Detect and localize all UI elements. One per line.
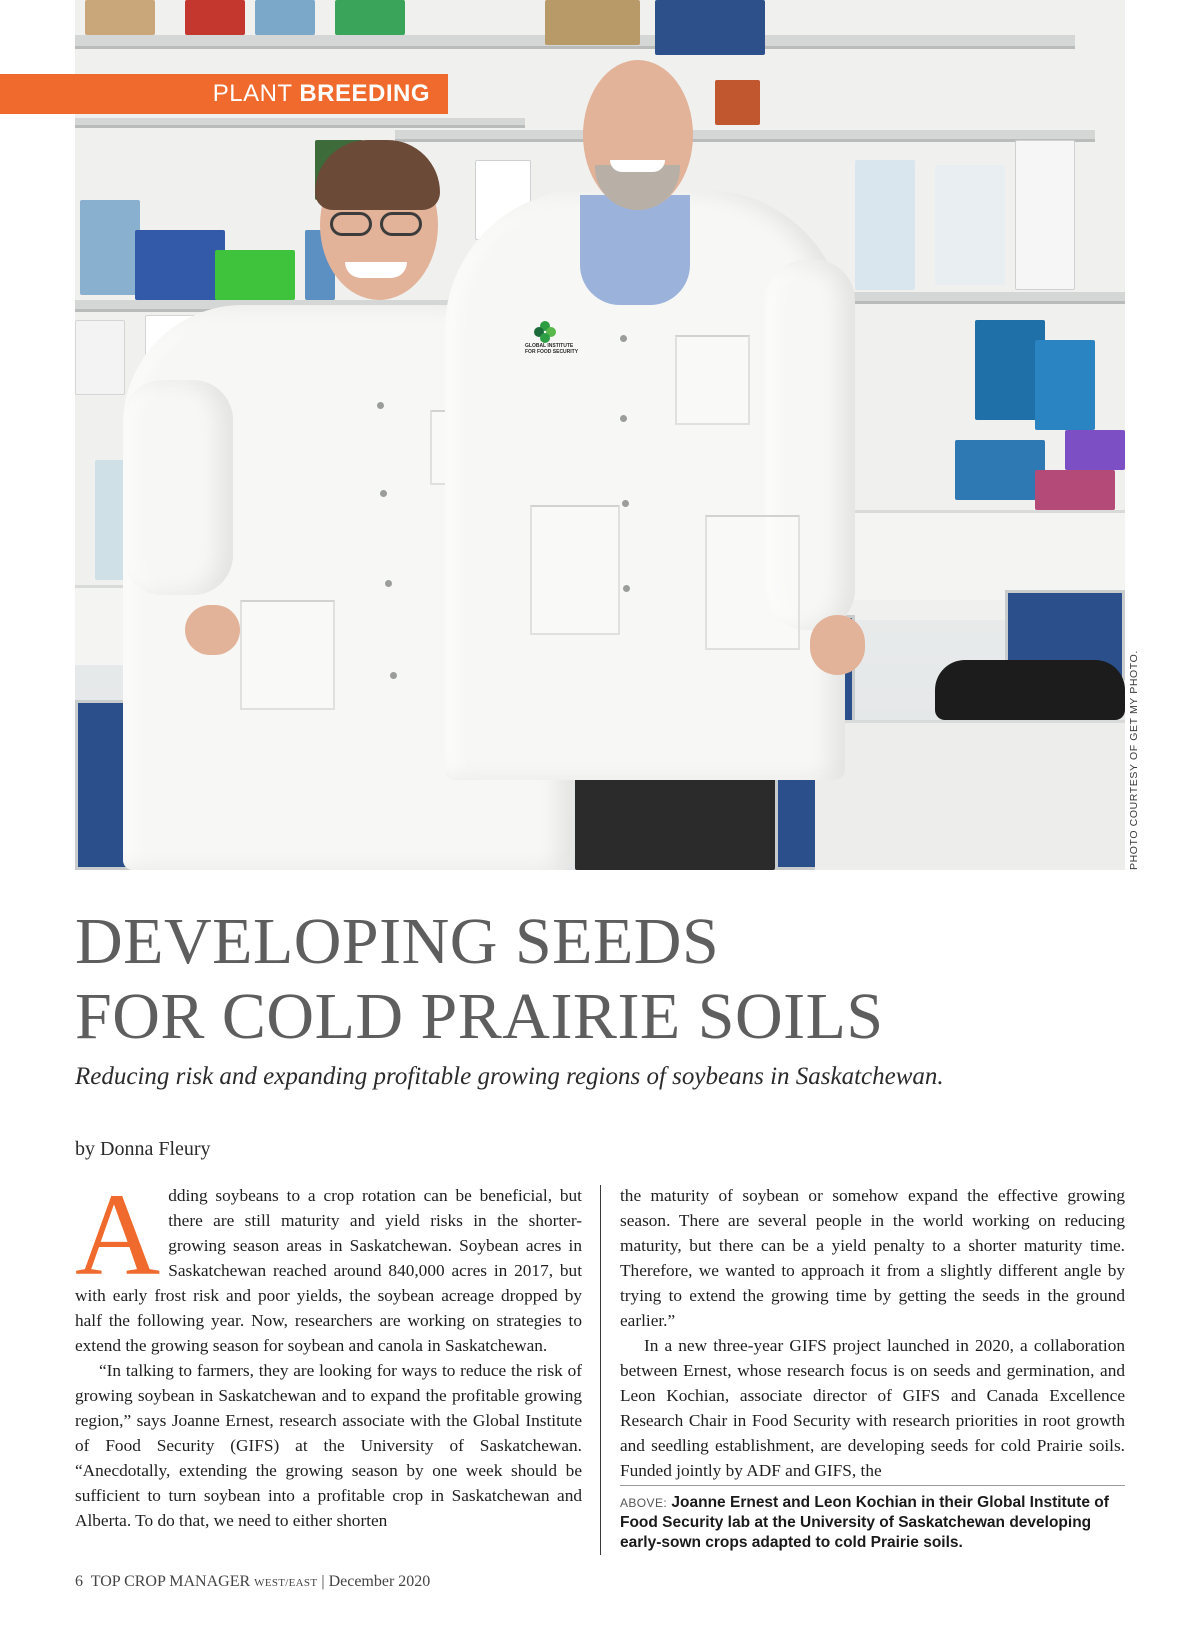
article-byline: by Donna Fleury bbox=[75, 1138, 211, 1160]
section-tag bbox=[0, 74, 448, 114]
lead-photo bbox=[75, 0, 1125, 870]
magazine-edition: WEST/EAST bbox=[254, 1577, 318, 1589]
headline-line-1: DEVELOPING SEEDS bbox=[75, 905, 720, 978]
gifs-logo-icon bbox=[525, 318, 595, 358]
body-column-left bbox=[75, 1169, 582, 1533]
blue-shirt bbox=[580, 195, 690, 305]
article-deck: Reducing risk and expanding profitable growing regions of soybeans in Saskatchewan. bbox=[75, 1063, 944, 1090]
paragraph-1-text: dding soybeans to a crop rotation can be beneficial, but there are still maturity and yield risks in the shorter-growing season areas in Saskatchewan. Soybean acres in Saskatchewan reached around 840,000 acres in 2017, but with early frost risk and poor yields, the soybean acreage dropped by half the following year. Now, researchers are working on strategies to extend the growing season for soybean and canola in Saskatchewan. bbox=[75, 1186, 582, 1355]
body-column-right bbox=[620, 1183, 1125, 1483]
footer-separator: | bbox=[321, 1573, 325, 1590]
woman-hand bbox=[185, 605, 240, 655]
caption-label: ABOVE: bbox=[620, 1496, 668, 1510]
photo-credit: PHOTO COURTESY OF GET MY PHOTO. bbox=[1128, 650, 1140, 870]
column-divider bbox=[600, 1185, 601, 1555]
issue-date: December 2020 bbox=[328, 1573, 431, 1590]
coat-logo-line1: GLOBAL INSTITUTE bbox=[525, 343, 574, 349]
glasses-icon bbox=[330, 212, 372, 236]
shelf-left bbox=[75, 118, 525, 128]
paragraph-2: “In talking to farmers, they are looking for ways to reduce the risk of growing soybean in Saskatchewan and to expand the profitable growing region,” says Joanne Ernest, research associate with the Global Institute of Food Security (GIFS) at the University of Saskatchewan. “Anecdotally, extending the growing season by one week should be sufficient to turn soybean into a profitable crop in Saskatchewan and Alberta. To do that, we need to either shorten bbox=[75, 1361, 582, 1530]
section-tag-bold: BREEDING bbox=[299, 80, 430, 107]
caption-text: Joanne Ernest and Leon Kochian in their Global Institute of Food Security lab at the University of Saskatchewan developing early-sown crops adapted to cold Prairie soils. bbox=[620, 1494, 1109, 1551]
drop-cap: A bbox=[75, 1169, 161, 1300]
headline-line-2: FOR COLD PRAIRIE SOILS bbox=[75, 980, 884, 1053]
page-footer bbox=[75, 1573, 430, 1591]
magazine-name: TOP CROP MANAGER bbox=[90, 1573, 251, 1590]
lab-stool bbox=[935, 660, 1125, 720]
caption-divider bbox=[620, 1485, 1125, 1486]
paragraph-4: In a new three-year GIFS project launched in 2020, a collaboration between Ernest, whose research focus is on seeds and germination, and Leon Kochian, associate director of GIFS and Canada Excellence Research Chair in Food Security with research priorities in root growth and seedling establishment, are developing seeds for cold Prairie soils. Funded jointly by ADF and GIFS, the bbox=[620, 1336, 1125, 1480]
paragraph-1 bbox=[75, 1169, 582, 1358]
page-number: 6 bbox=[75, 1573, 83, 1590]
coat-logo-line2: FOR FOOD SECURITY bbox=[525, 349, 579, 355]
photo-caption bbox=[620, 1493, 1125, 1553]
article-headline bbox=[75, 904, 1135, 1054]
paragraph-3: the maturity of soybean or somehow expand the effective growing season. There are several people in the world working on reducing maturity, but there can be a yield penalty to a shorter maturity time. Therefore, we wanted to approach it from a slightly different angle by trying to extend the growing time by getting the seeds in the ground earlier.” bbox=[620, 1186, 1125, 1330]
shelf-right bbox=[395, 130, 1095, 142]
section-tag-light: PLANT bbox=[212, 80, 293, 107]
